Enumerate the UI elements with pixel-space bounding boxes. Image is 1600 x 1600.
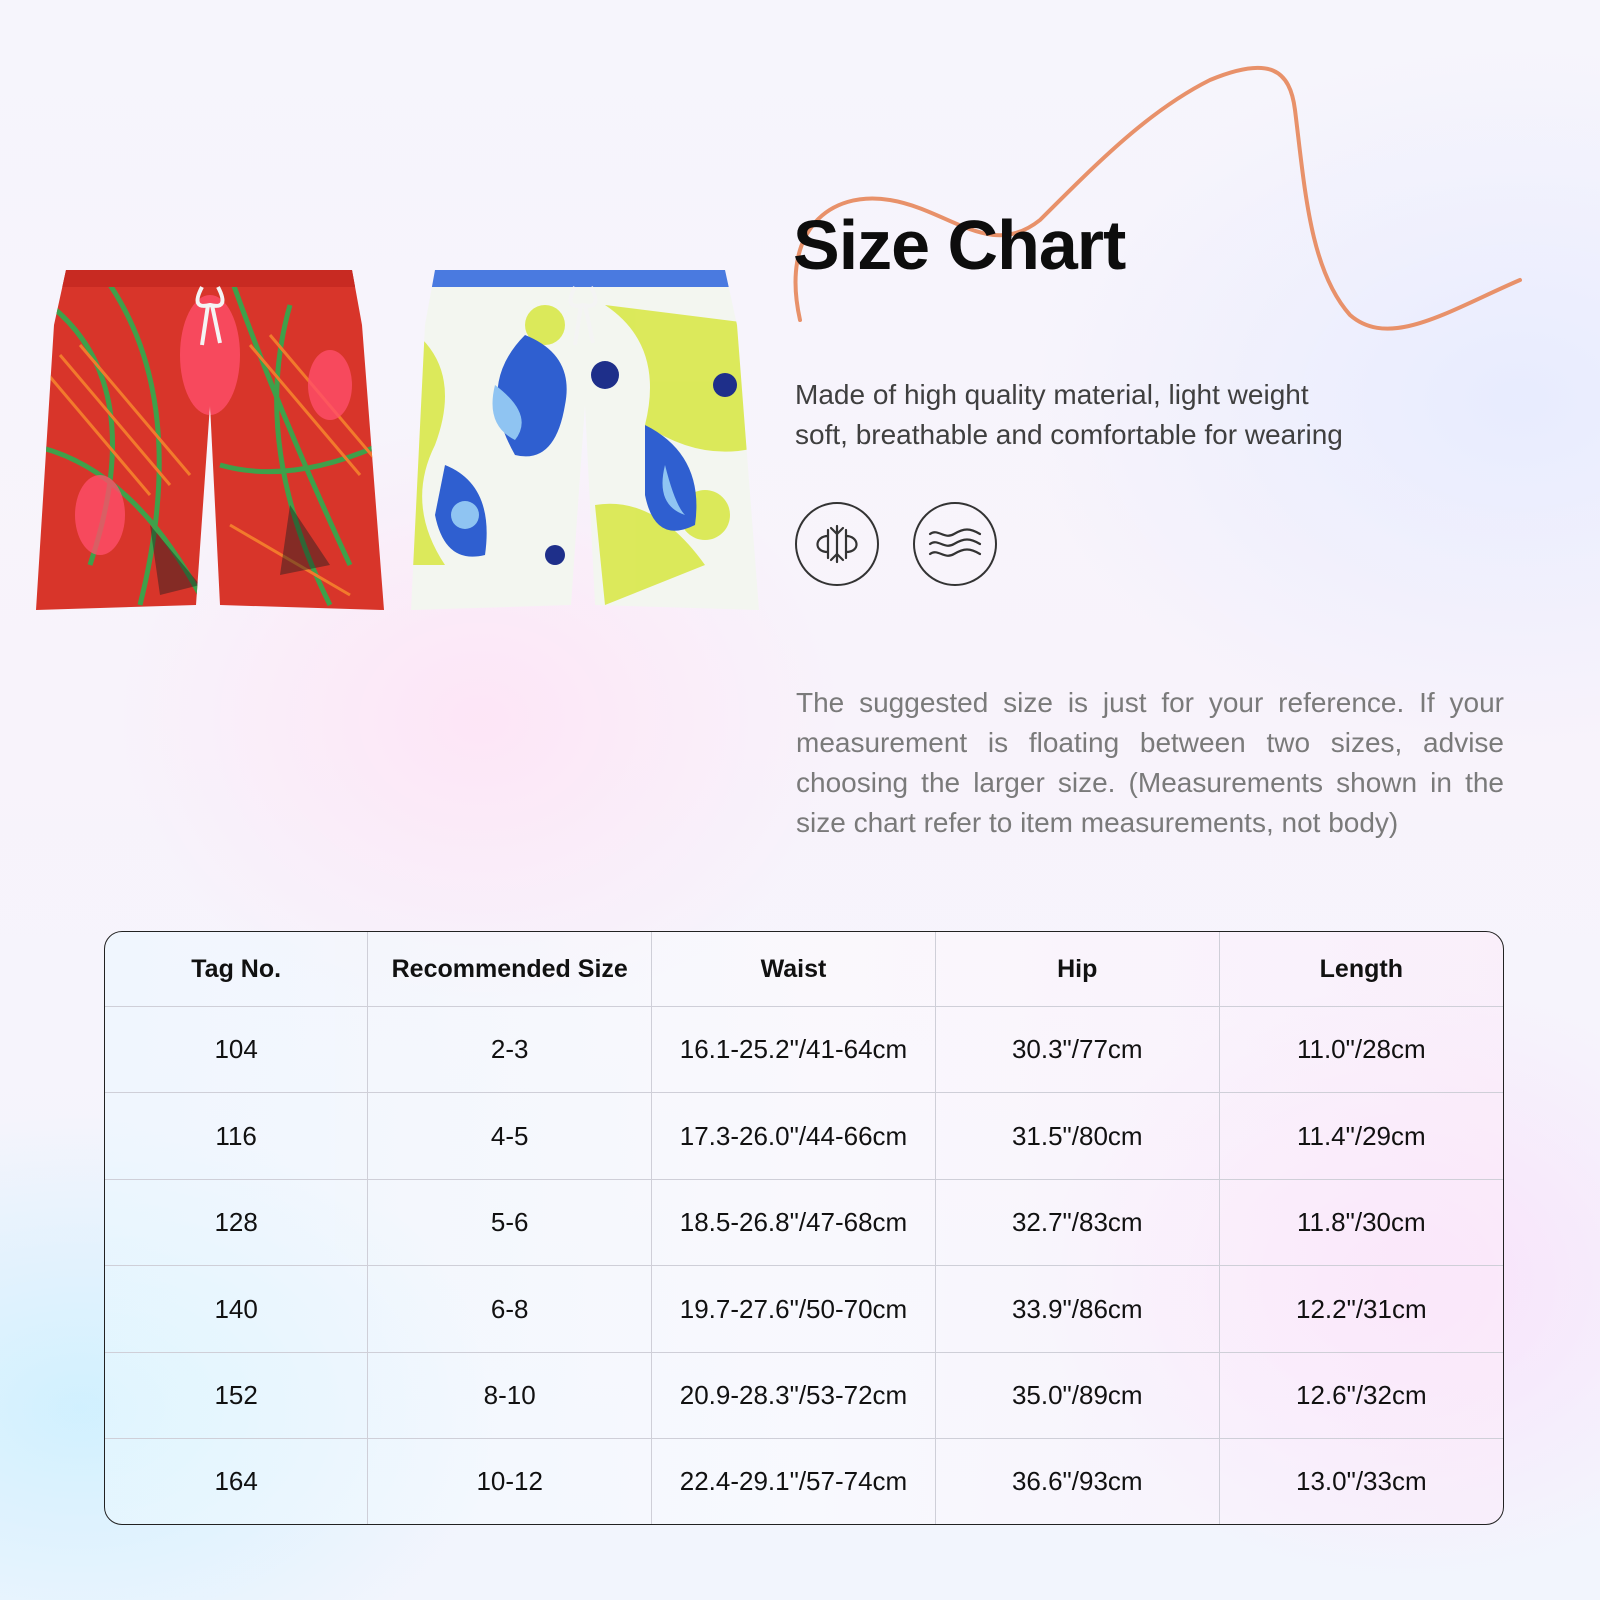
- cell-waist: 22.4-29.1"/57-74cm: [652, 1439, 936, 1524]
- cell-recommended-size: 4-5: [368, 1093, 652, 1179]
- cell-recommended-size: 6-8: [368, 1266, 652, 1352]
- table-row: [105, 1352, 1503, 1438]
- header-tag-no: Tag No.: [105, 932, 368, 1007]
- cell-hip: 32.7"/83cm: [935, 1179, 1219, 1265]
- cell-recommended-size: 2-3: [368, 1007, 652, 1093]
- cell-waist: 19.7-27.6"/50-70cm: [652, 1266, 936, 1352]
- cell-tag-no: 164: [105, 1439, 368, 1524]
- decorative-curve: [770, 50, 1530, 350]
- cell-hip: 31.5"/80cm: [935, 1093, 1219, 1179]
- table-row: [105, 1179, 1503, 1265]
- description-line-2: soft, breathable and comfortable for wearing: [795, 419, 1343, 450]
- cell-recommended-size: 10-12: [368, 1439, 652, 1524]
- cell-length: 11.0"/28cm: [1219, 1007, 1503, 1093]
- header-recommended-size: Recommended Size: [368, 932, 652, 1007]
- cell-recommended-size: 5-6: [368, 1179, 652, 1265]
- breathable-fabric-icon: [795, 502, 879, 586]
- page-title: Size Chart: [793, 206, 1126, 284]
- table-row: [105, 1007, 1503, 1093]
- cell-length: 11.8"/30cm: [1219, 1179, 1503, 1265]
- cell-hip: 33.9"/86cm: [935, 1266, 1219, 1352]
- cell-tag-no: 152: [105, 1352, 368, 1438]
- cell-tag-no: 116: [105, 1093, 368, 1179]
- description-line-1: Made of high quality material, light weight: [795, 379, 1309, 410]
- header-waist: Waist: [652, 932, 936, 1007]
- cell-hip: 30.3"/77cm: [935, 1007, 1219, 1093]
- cell-hip: 36.6"/93cm: [935, 1439, 1219, 1524]
- header-length: Length: [1219, 932, 1503, 1007]
- cell-length: 11.4"/29cm: [1219, 1093, 1503, 1179]
- cell-tag-no: 128: [105, 1179, 368, 1265]
- cell-tag-no: 104: [105, 1007, 368, 1093]
- paisley-print-shorts-image: [405, 265, 765, 620]
- cell-waist: 18.5-26.8"/47-68cm: [652, 1179, 936, 1265]
- table-row: [105, 1439, 1503, 1524]
- product-description: [795, 375, 1435, 455]
- table-header-row: [105, 932, 1503, 1007]
- table-row: [105, 1093, 1503, 1179]
- tropical-leaf-shorts-image: [30, 265, 390, 620]
- table-row: [105, 1266, 1503, 1352]
- cell-hip: 35.0"/89cm: [935, 1352, 1219, 1438]
- cell-length: 13.0"/33cm: [1296, 1466, 1427, 1497]
- cell-tag-no: 140: [105, 1266, 368, 1352]
- cell-waist: 20.9-28.3"/53-72cm: [652, 1352, 936, 1438]
- size-chart-table: [104, 931, 1504, 1525]
- header-hip: Hip: [935, 932, 1219, 1007]
- soft-wave-icon: [913, 502, 997, 586]
- cell-length: 12.2"/31cm: [1219, 1266, 1503, 1352]
- size-note: The suggested size is just for your reference. If your measurement is floating between two sizes, advise choosing the larger size. (Measurements shown in the size chart refer to item measurements, not body): [796, 687, 1504, 838]
- cell-recommended-size: 8-10: [368, 1352, 652, 1438]
- cell-waist: 16.1-25.2"/41-64cm: [652, 1007, 936, 1093]
- cell-waist: 17.3-26.0"/44-66cm: [652, 1093, 936, 1179]
- cell-length: 12.6"/32cm: [1219, 1352, 1503, 1438]
